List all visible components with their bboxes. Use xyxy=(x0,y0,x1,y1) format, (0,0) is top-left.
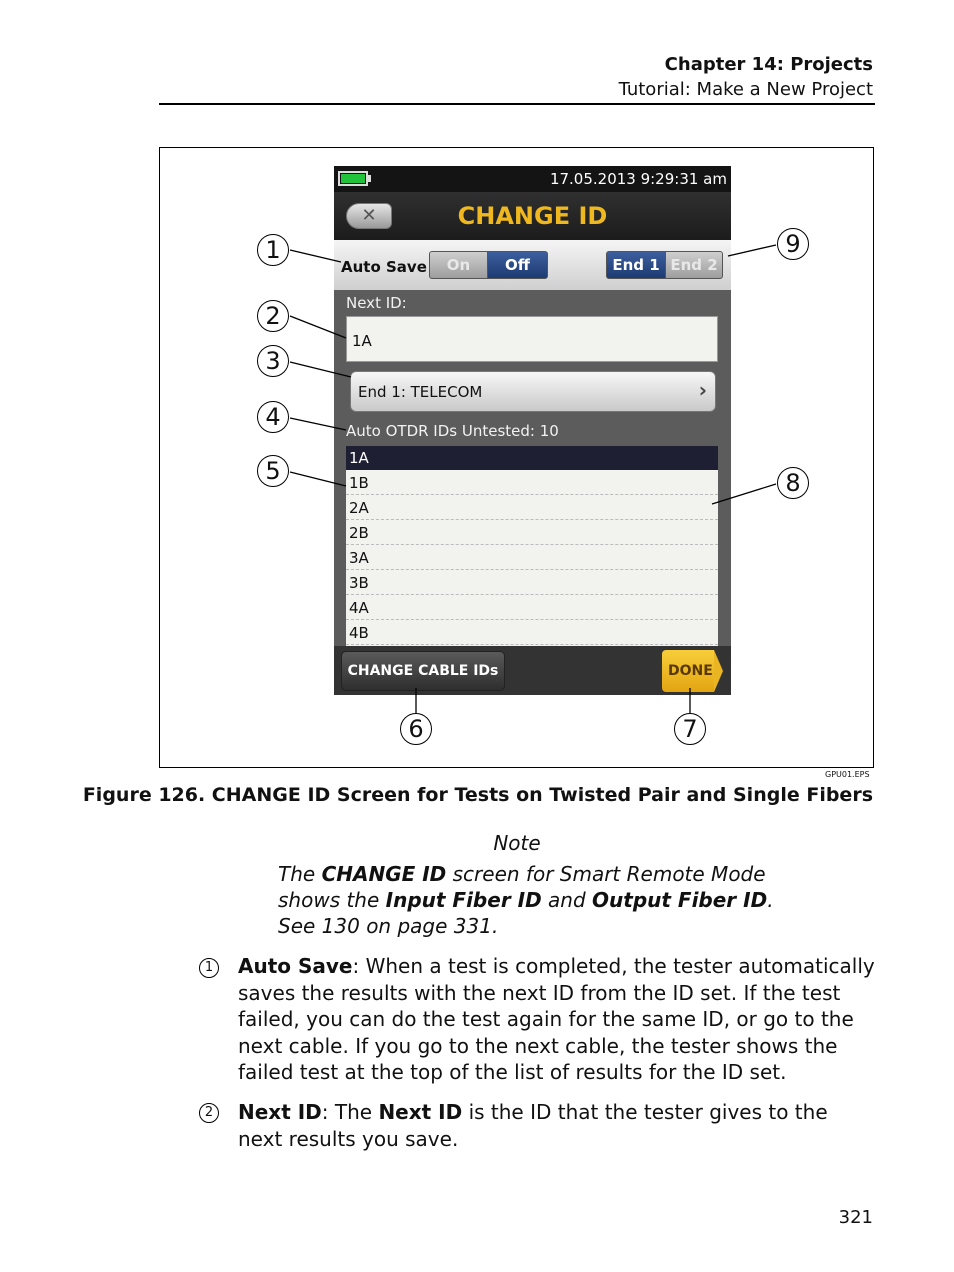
leader-line-2 xyxy=(290,316,346,338)
item-term: Next ID xyxy=(378,1100,463,1124)
change-cable-ids-button[interactable]: CHANGE CABLE IDs xyxy=(341,651,505,691)
auto-save-on-button[interactable]: On xyxy=(429,251,488,279)
callout-6: 6 xyxy=(400,713,432,745)
note-term: Output Fiber ID xyxy=(592,888,768,912)
close-icon: ✕ xyxy=(361,205,377,226)
screen-title: CHANGE ID xyxy=(457,202,608,230)
item-number: 2 xyxy=(199,1103,219,1123)
callout-8: 8 xyxy=(777,467,809,499)
item-description: : The xyxy=(321,1100,379,1124)
list-item[interactable]: 4B xyxy=(346,621,718,645)
leader-line-1 xyxy=(290,250,341,262)
auto-save-off-button[interactable]: Off xyxy=(487,251,548,279)
note-title: Note xyxy=(493,831,541,855)
end1-button[interactable]: End 1 xyxy=(606,251,666,279)
section-heading: Tutorial: Make a New Project xyxy=(618,79,873,100)
end2-button[interactable]: End 2 xyxy=(665,251,723,279)
leader-line-8 xyxy=(712,484,776,504)
page-number: 321 xyxy=(838,1207,873,1228)
list-item[interactable]: 3A xyxy=(346,546,718,570)
list-item[interactable]: 2B xyxy=(346,521,718,545)
id-set-label: End 1: TELECOM xyxy=(358,383,483,401)
list-item[interactable]: 1B xyxy=(346,471,718,495)
leader-line-9 xyxy=(728,245,776,256)
next-id-label: Next ID: xyxy=(346,294,407,312)
leader-line-3 xyxy=(290,362,351,377)
note-text: . See 130 on page 331. xyxy=(278,888,774,938)
list-item[interactable]: 2A xyxy=(346,496,718,520)
note-term: Input Fiber ID xyxy=(385,888,542,912)
item-next-id xyxy=(238,1099,878,1152)
leader-line-5 xyxy=(290,472,346,486)
chapter-heading: Chapter 14: Projects xyxy=(664,54,873,75)
note-text: The xyxy=(278,862,322,886)
callout-9: 9 xyxy=(777,228,809,260)
note-body xyxy=(278,861,798,939)
item-description: is the ID that the tester gives to the next results you save. xyxy=(238,1100,828,1151)
callout-3: 3 xyxy=(257,345,289,377)
done-button[interactable]: DONE xyxy=(662,650,714,692)
note-text: screen for Smart Remote Mode shows the xyxy=(278,862,766,912)
callout-7: 7 xyxy=(674,713,706,745)
item-term: Auto Save xyxy=(238,954,353,978)
list-item[interactable]: 4A xyxy=(346,596,718,620)
figure-code: GPU01.EPS xyxy=(825,770,870,779)
list-item[interactable]: 3B xyxy=(346,571,718,595)
auto-save-label: Auto Save xyxy=(341,258,427,276)
callout-1: 1 xyxy=(257,234,289,266)
chevron-right-icon: › xyxy=(698,378,707,402)
next-id-value: 1A xyxy=(352,332,372,350)
callout-2: 2 xyxy=(257,300,289,332)
untested-count-label: Auto OTDR IDs Untested: 10 xyxy=(346,422,559,440)
note-text: and xyxy=(541,888,593,912)
datetime: 17.05.2013 9:29:31 am xyxy=(549,170,727,188)
figure-caption: Figure 126. CHANGE ID Screen for Tests on Twisted Pair and Single Fibers xyxy=(82,784,873,806)
item-description: : When a test is completed, the tester automatically saves the results with the next ID from the ID set. If the test failed, you can do the test again for the same ID, or go to the next cable. If you go to the next cable, the tester shows the failed test at the top of the list of results for the ID set. xyxy=(238,954,875,1084)
callout-5: 5 xyxy=(257,455,289,487)
callout-4: 4 xyxy=(257,401,289,433)
item-number: 1 xyxy=(199,958,219,978)
item-auto-save xyxy=(238,953,878,1086)
leader-line-4 xyxy=(290,418,346,430)
note-term: CHANGE ID xyxy=(321,862,447,886)
item-term: Next ID xyxy=(238,1100,322,1124)
list-item[interactable]: 1A xyxy=(346,446,718,470)
